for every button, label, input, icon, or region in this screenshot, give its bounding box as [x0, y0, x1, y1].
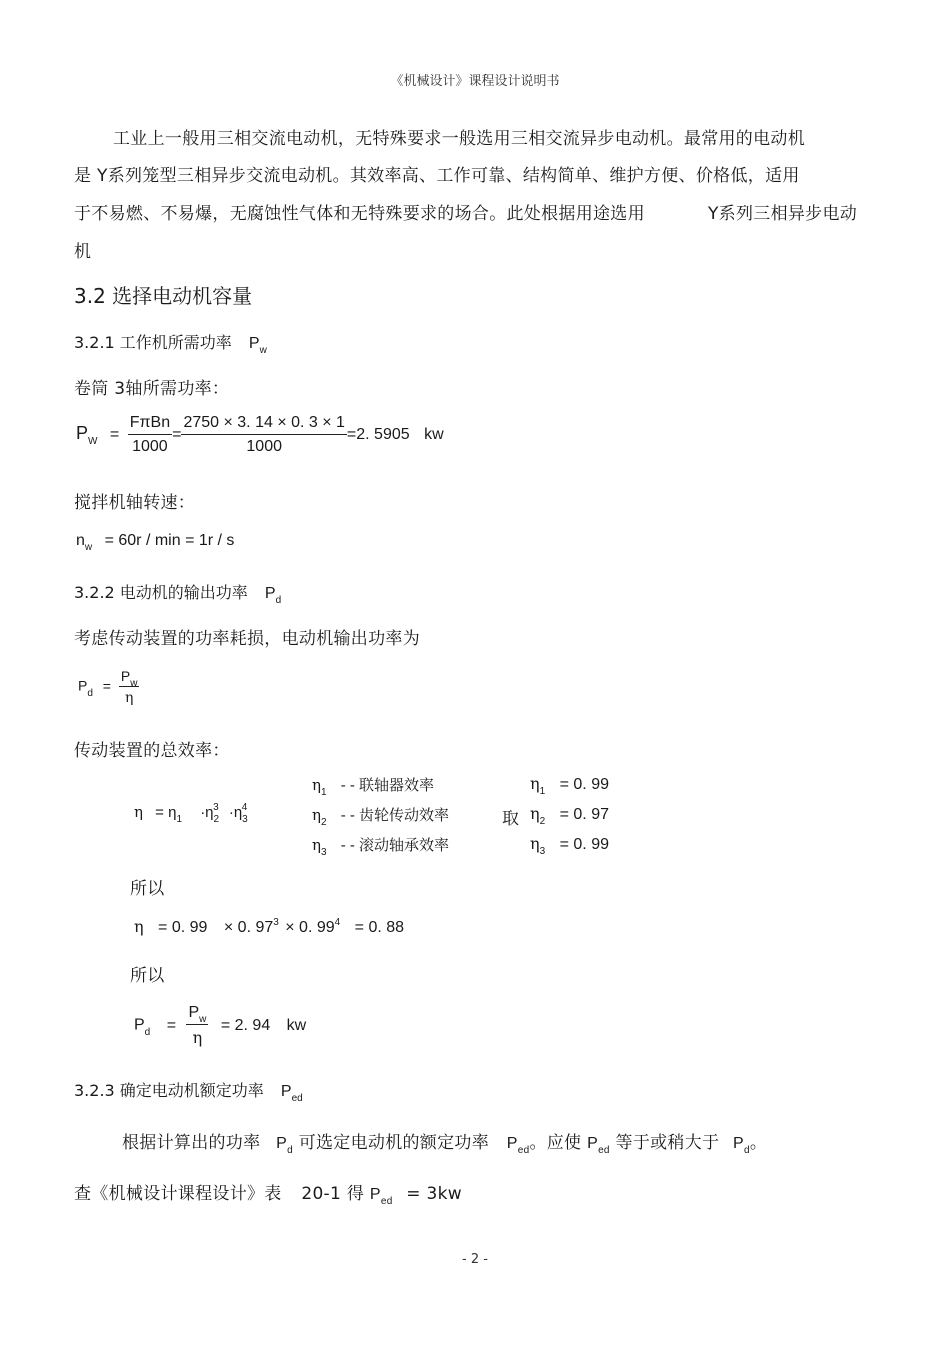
eta-product-formula: $\eta = \eta_1 \cdot\eta_2^3 \cdot\eta_3^4$ [134, 802, 248, 825]
drum-power-label: 卷筒 3轴所需功率： [74, 379, 230, 399]
pw-formula: $P_W$ = $\frac{\text{FπBn}}{1000}$ = $\frac{2750 \times 3. 14 \times 0. 3 \times 1}{1000}$ =2. 5905 kw [76, 414, 444, 455]
pd-formula: $P_d$ = $\frac{P_w}{\eta}$ [78, 668, 138, 706]
eta1-desc: $\eta_1$ - - 联轴器效率 [312, 776, 435, 798]
page-header: 《机械设计》课程设计说明书 [390, 74, 560, 89]
pw-symbol: $P_w$ [248, 335, 267, 356]
total-efficiency-label: 传动装置的总效率： [74, 741, 230, 761]
eta-calc-formula: η = 0. 99 × 0. $97^3 \times 0$. $99^4 = 0$. 88 [134, 917, 405, 936]
eta3-desc: $\eta_3$ - - 滚动轴承效率 [312, 836, 450, 858]
eta1-value: $\eta_1 = 0$. 99 [530, 774, 609, 797]
pw-fraction-1: $\frac{\text{FπBn}}{1000}$ [129, 414, 171, 455]
eta2-value: $\eta_2 = 0$. 97 [530, 804, 609, 827]
section-3-2-title: 3.2 选择电动机容量 [74, 284, 253, 308]
nw-formula: $n_w = 60r / \min = 1r / s$ [76, 532, 235, 553]
page-number: - 2 - [462, 1252, 488, 1267]
lookup-line: 查《机械设计课程设计》表 20-1 得 $P_{ed} = 3kw$ [74, 1184, 462, 1207]
intro-line-2: 是 Y系列笼型三相异步交流电动机。其效率高、工作可靠、结构简单、维护方便、价格低，适用 [74, 166, 800, 186]
section-3-2-1-text: 3.2.1 工作机所需功率 [74, 333, 232, 352]
take-label: 取 [502, 809, 520, 829]
intro-line-3-tail: Y系列三相异步电动 [708, 204, 858, 224]
section-3-2-1-title [74, 330, 267, 356]
intro-line-1: 工业上一般用三相交流电动机，无特殊要求一般选用三相交流异步电动机。最常用的电动机 [113, 129, 805, 149]
section-3-2-2-title: 3.2.2 电动机的输出功率 $P_d$ [74, 583, 282, 606]
eta2-desc: $\eta_2$ - - 齿轮传动效率 [312, 806, 450, 828]
therefore-label-1: 所以 [130, 879, 165, 899]
intro-line-3: 于不易燃、不易爆，无腐蚀性气体和无特殊要求的场合。此处根据用途选用 [74, 204, 645, 224]
pd-symbol: $P_d$ [264, 585, 282, 606]
ped-symbol: $P_{ed}$ [280, 1083, 303, 1104]
pw-fraction-2: $\frac{2750 \times 3. 14 \times 0. 3 \times 1}{1000}$ [183, 414, 345, 455]
pd-calc-fraction: $\frac{P_w}{\eta}$ [188, 1004, 207, 1047]
pw-result: =2. 5905 [346, 426, 410, 444]
pd-fraction: $\frac{P_w}{\eta}$ [120, 668, 138, 706]
pd-calc-formula: $P_d$ = $\frac{P_w}{\eta}$ = 2. 94 kw [134, 1004, 307, 1047]
section-3-2-3-title: 3.2.3 确定电动机额定功率 $P_{ed}$ [74, 1081, 303, 1104]
rated-power-line: 根据计算出的功率 $P_d$ 可选定电动机的额定功率 $P_{ed}$。应使 $P_{ed}$ 等于或稍大于 $P_d$。 [122, 1133, 768, 1156]
mixer-speed-label: 搅拌机轴转速： [74, 493, 196, 513]
output-power-text: 考虑传动装置的功率耗损，电动机输出功率为 [74, 629, 420, 649]
intro-line-4: 机 [74, 242, 92, 262]
therefore-label-2: 所以 [130, 966, 165, 986]
eta3-value: $\eta_3 = 0$. 99 [530, 834, 609, 857]
